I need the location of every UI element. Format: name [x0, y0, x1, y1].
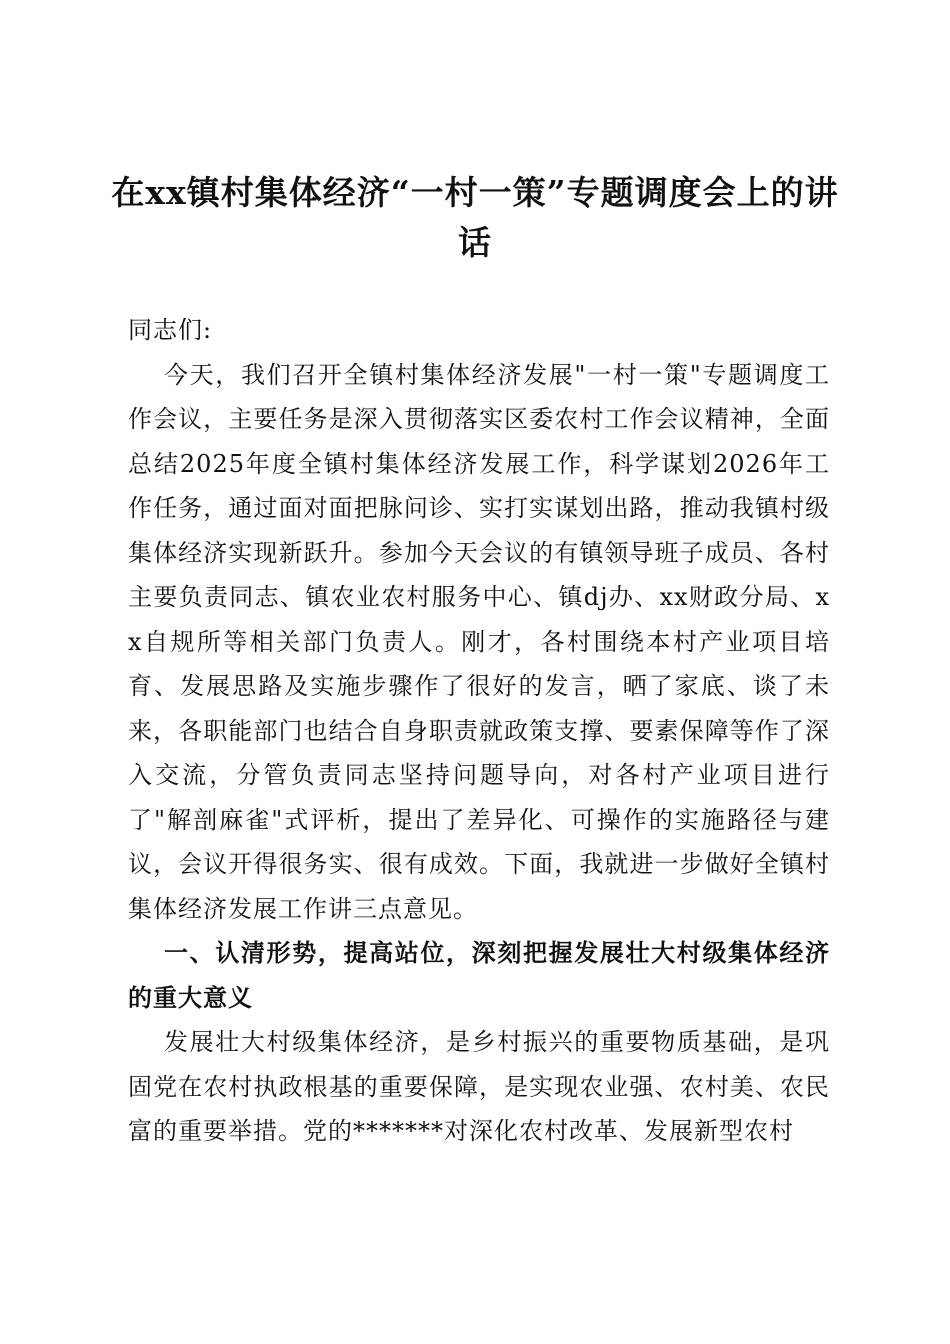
opening-paragraph: 今天，我们召开全镇村集体经济发展"一村一策"专题调度工作会议，主要任务是深入贯彻落实区委农村工作会议精神，全面总结2025年度全镇村集体经济发展工作，科学谋划2026年工作任务，通过面对面把脉问诊、实打实谋划出路，推动我镇村级集体经济实现新跃升。参加今天会议的有镇领导班子成员、各村主要负责同志、镇农业农村服务中心、镇dj办、xx财政分局、xx自规所等相关部门负责人。刚才，各村围绕本村产业项目培育、发展思路及实施步骤作了很好的发言，晒了家底、谈了未来，各职能部门也结合自身职责就政策支撑、要素保障等作了深入交流，分管负责同志坚持问题导向，对各村产业项目进行了"解剖麻雀"式评析，提出了差异化、可操作的实施路径与建议，会议开得很务实、很有成效。下面，我就进一步做好全镇村集体经济发展工作讲三点意见。 [128, 360, 830, 923]
document-body [128, 308, 830, 1154]
section-heading: 一、认清形势，提高站位，深刻把握发展壮大村级集体经济的重大意义 [128, 938, 830, 1012]
greeting: 同志们: [128, 316, 213, 344]
document-title: 在xx镇村集体经济“一村一策”专题调度会上的讲话 [111, 173, 839, 262]
section-paragraph: 发展壮大村级集体经济，是乡村振兴的重要物质基础，是巩固党在农村执政根基的重要保障，是实现农业强、农村美、农民富的重要举措。党的*******对深化农村改革、发展新型农村 [128, 1028, 830, 1145]
